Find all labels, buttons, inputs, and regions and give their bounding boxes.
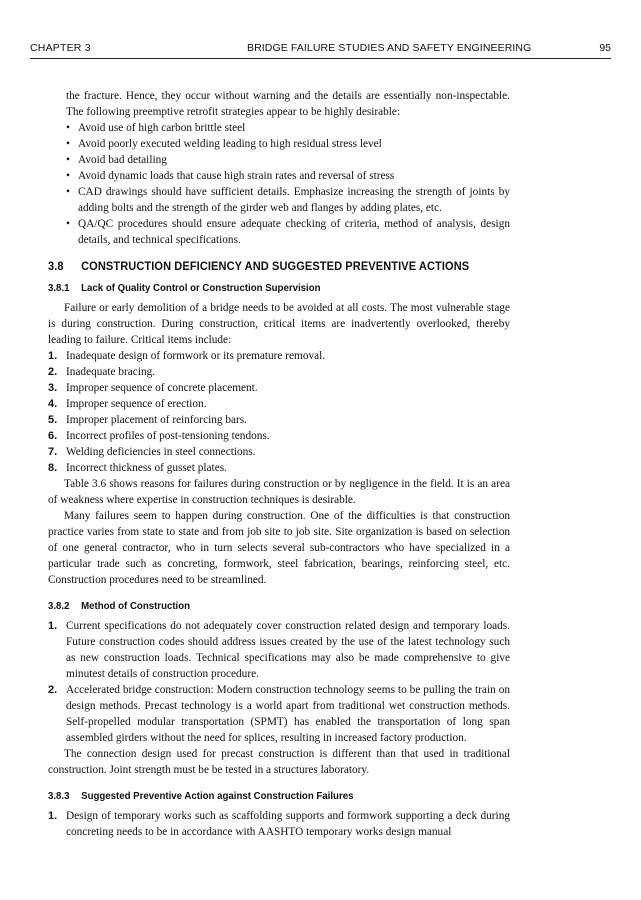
subsection-title: Suggested Preventive Action against Construction Failures — [81, 790, 354, 802]
list-item-text: Avoid use of high carbon brittle steel — [78, 122, 246, 134]
list-item — [66, 168, 510, 184]
item-number: 2. — [48, 684, 58, 696]
page-number: 95 — [599, 42, 611, 54]
running-head — [30, 40, 611, 59]
paragraph: Table 3.6 shows reasons for failures during construction or by negligence in the field. It is an area of weakness where expertise in construction techniques is desirable. — [48, 478, 510, 506]
list-item-text: Improper sequence of erection. — [66, 398, 207, 410]
list-item-text: Design of temporary works such as scaffolding supports and formwork supporting a deck during concreting needs to be in accordance with AASHTO temporary works design manual — [66, 810, 510, 838]
chapter-label: CHAPTER 3 — [30, 42, 91, 54]
item-number: 1. — [48, 810, 58, 822]
list-item — [48, 444, 510, 460]
subsection-number: 3.8.3 — [48, 790, 70, 802]
list-item — [48, 682, 510, 746]
item-number: 1. — [48, 620, 58, 632]
preventive-action-list — [48, 808, 510, 840]
critical-items-list — [48, 348, 510, 476]
list-item-text: Incorrect thickness of gusset plates. — [66, 462, 227, 474]
bullet-icon: • — [66, 138, 70, 150]
item-number: 8. — [48, 462, 58, 474]
bullet-icon: • — [66, 170, 70, 182]
list-item — [48, 348, 510, 364]
section-heading — [48, 258, 473, 274]
list-item — [66, 136, 510, 152]
list-item — [48, 808, 510, 840]
list-item — [66, 184, 510, 216]
paragraph: The connection design used for precast construction is different than that used in traditional construction. Joint strength must be be tested in a structures laboratory. — [48, 748, 510, 776]
list-item — [48, 460, 510, 476]
bullet-icon: • — [66, 218, 70, 230]
list-item — [48, 428, 510, 444]
intro-paragraph: the fracture. Hence, they occur without warning and the details are essentially non-inspectable. The following preemptive retrofit strategies appear to be highly desirable: — [66, 90, 510, 118]
list-item-text: Improper placement of reinforcing bars. — [66, 414, 247, 426]
item-number: 5. — [48, 414, 58, 426]
list-item-text: Avoid poorly executed welding leading to high residual stress level — [78, 138, 382, 150]
list-item — [48, 618, 510, 682]
list-item — [48, 380, 510, 396]
item-number: 7. — [48, 446, 58, 458]
item-number: 1. — [48, 350, 58, 362]
subsection-heading-3-8-3 — [48, 788, 473, 804]
item-number: 6. — [48, 430, 58, 442]
bullet-icon: • — [66, 154, 70, 166]
list-item-text: Current specifications do not adequately cover construction related design and temporary loads. Future construction codes should address issues created by the use of the latest technology such as new construction loads. Technical specifications may also be made comprehensive to give minutest details of construction procedure. — [66, 620, 510, 680]
list-item-text: Incorrect profiles of post-tensioning tendons. — [66, 430, 270, 442]
bullet-icon: • — [66, 186, 70, 198]
list-item-text: Avoid dynamic loads that cause high strain rates and reversal of stress — [78, 170, 395, 182]
item-number: 3. — [48, 382, 58, 394]
body-text — [48, 88, 510, 840]
subsection-heading-3-8-1 — [48, 280, 473, 296]
retrofit-bullet-list — [48, 120, 510, 248]
list-item — [66, 152, 510, 168]
bullet-icon: • — [66, 122, 70, 134]
list-item-text: Improper sequence of concrete placement. — [66, 382, 258, 394]
section-number: 3.8 — [48, 259, 64, 273]
list-item — [66, 216, 510, 248]
subsection-number: 3.8.2 — [48, 600, 70, 612]
list-item — [48, 412, 510, 428]
list-item-text: QA/QC procedures should ensure adequate checking of criteria, method of analysis, design details, and technical specifications. — [78, 218, 510, 246]
list-item-text: Welding deficiencies in steel connections. — [66, 446, 256, 458]
list-item-text: Avoid bad detailing — [78, 154, 167, 166]
list-item — [48, 364, 510, 380]
list-item — [66, 120, 510, 136]
list-item-text: Inadequate bracing. — [66, 366, 156, 378]
paragraph: Many failures seem to happen during construction. One of the difficulties is that construction practice varies from state to state and from job site to job site. Site organization is based on selection of one general contractor, who in turn selects several sub-contractors who have specialized in a particular trade such as concreting, formwork, steel fabrication, bearings, reinforcing steel, etc. Construction procedures need to be streamlined. — [48, 510, 510, 586]
list-item-text: CAD drawings should have sufficient details. Emphasize increasing the strength of joints by adding bolts and the strength of the girder web and flanges by adding plates, etc. — [78, 186, 510, 214]
running-title: BRIDGE FAILURE STUDIES AND SAFETY ENGINEERING — [247, 42, 532, 54]
paragraph: Failure or early demolition of a bridge needs to be avoided at all costs. The most vulnerable stage is during construction. During construction, critical items are inadvertently overlooked, thereby leading to failure. Critical items include: — [48, 302, 510, 346]
construction-method-list — [48, 618, 510, 746]
section-title: CONSTRUCTION DEFICIENCY AND SUGGESTED PREVENTIVE ACTIONS — [81, 259, 470, 273]
list-item-text: Accelerated bridge construction: Modern construction technology seems to be pulling the train on design methods. Precast technology is a world apart from traditional wet construction methods. Self-propelled modular transportation (SPMT) has enabled the transportation of long span assembled girders without the need for splices, resulting in increased factory production. — [66, 684, 510, 744]
subsection-heading-3-8-2 — [48, 598, 473, 614]
subsection-title: Lack of Quality Control or Construction Supervision — [81, 282, 321, 294]
list-item-text: Inadequate design of formwork or its premature removal. — [66, 350, 326, 362]
item-number: 4. — [48, 398, 58, 410]
subsection-number: 3.8.1 — [48, 282, 70, 294]
subsection-title: Method of Construction — [81, 600, 191, 612]
item-number: 2. — [48, 366, 58, 378]
list-item — [48, 396, 510, 412]
